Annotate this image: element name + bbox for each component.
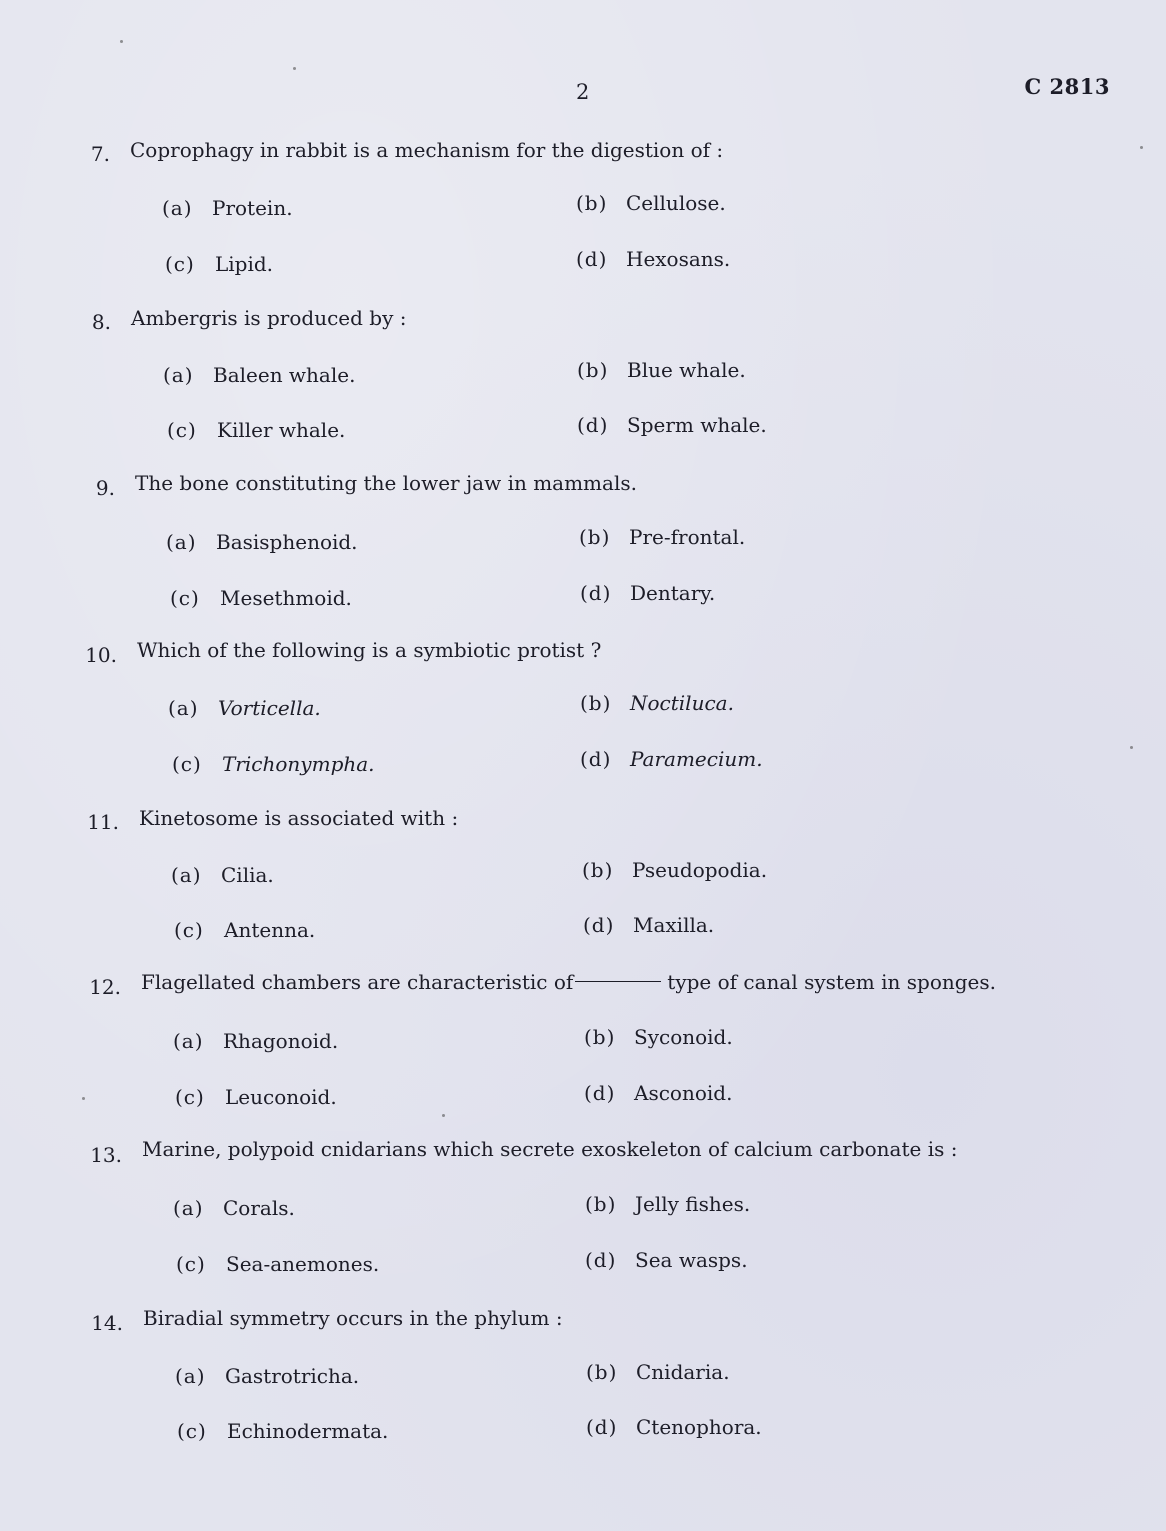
scan-speck <box>120 40 123 43</box>
option-a <box>173 1029 338 1053</box>
option-text: Antenna. <box>224 918 316 942</box>
option-label: (a) <box>163 363 194 387</box>
option-a <box>168 696 321 720</box>
option-label: (d) <box>583 913 615 937</box>
option-c <box>170 586 352 610</box>
option-d <box>580 747 763 771</box>
option-b <box>586 1360 730 1384</box>
option-b <box>576 191 726 215</box>
option-d <box>583 913 714 937</box>
fill-in-blank-line <box>575 981 661 982</box>
question-text-before-blank: Flagellated chambers are characteristic of <box>141 970 574 994</box>
question-text: Marine, polypoid cnidarians which secrete exoskeleton of calcium carbonate is : <box>142 1137 958 1161</box>
option-label: (a) <box>173 1196 204 1220</box>
question-14 <box>0 1305 1166 1475</box>
option-d <box>580 581 715 605</box>
question-number: 14. <box>91 1311 123 1335</box>
option-text: Baleen whale. <box>213 363 356 387</box>
option-text: Corals. <box>223 1196 295 1220</box>
option-text: Noctiluca. <box>630 691 734 715</box>
option-label: (a) <box>168 696 199 720</box>
option-label: (b) <box>579 525 611 549</box>
question-number: 11. <box>87 810 119 834</box>
question-text: Kinetosome is associated with : <box>139 806 459 830</box>
option-label: (b) <box>577 358 609 382</box>
option-text: Cellulose. <box>626 191 726 215</box>
option-label: (a) <box>162 196 193 220</box>
option-text: Lipid. <box>215 252 274 276</box>
option-c <box>165 252 273 276</box>
question-8 <box>0 304 1166 474</box>
option-b <box>579 525 745 549</box>
option-d <box>576 247 730 271</box>
option-d <box>577 413 767 437</box>
option-text: Vorticella. <box>218 696 321 720</box>
option-c <box>175 1085 337 1109</box>
question-number: 9. <box>95 476 115 500</box>
question-12 <box>0 969 1166 1139</box>
option-a <box>175 1364 359 1388</box>
option-text: Sperm whale. <box>627 413 767 437</box>
question-number: 8. <box>91 310 111 334</box>
option-label: (a) <box>173 1029 204 1053</box>
option-text: Maxilla. <box>633 913 715 937</box>
option-label: (c) <box>175 1085 205 1109</box>
option-text: Sea wasps. <box>635 1248 748 1272</box>
question-text: Ambergris is produced by : <box>131 306 407 330</box>
option-b <box>582 858 767 882</box>
option-text: Jelly fishes. <box>635 1192 751 1216</box>
option-text: Basisphenoid. <box>216 530 358 554</box>
option-label: (d) <box>586 1415 618 1439</box>
option-text: Asconoid. <box>634 1081 733 1105</box>
option-label: (c) <box>170 586 200 610</box>
option-label: (b) <box>582 858 614 882</box>
option-label: (c) <box>167 418 197 442</box>
option-b <box>584 1025 733 1049</box>
option-label: (d) <box>580 747 612 771</box>
option-text: Blue whale. <box>627 358 746 382</box>
option-label: (d) <box>576 247 608 271</box>
option-text: Leuconoid. <box>225 1085 337 1109</box>
option-label: (a) <box>175 1364 206 1388</box>
option-label: (b) <box>576 191 608 215</box>
option-label: (d) <box>585 1248 617 1272</box>
question-13 <box>0 1137 1166 1307</box>
option-b <box>580 691 734 715</box>
option-text: Protein. <box>212 196 293 220</box>
question-text-after-blank: type of canal system in sponges. <box>667 970 997 994</box>
option-text: Sea-anemones. <box>226 1252 380 1276</box>
option-text: Echinodermata. <box>227 1419 389 1443</box>
scan-speck <box>293 67 296 70</box>
scan-speck <box>1130 746 1133 749</box>
question-11 <box>0 804 1166 974</box>
question-7 <box>0 136 1166 306</box>
option-text: Mesethmoid. <box>220 586 352 610</box>
option-label: (c) <box>174 918 204 942</box>
option-b <box>585 1192 750 1216</box>
option-c <box>176 1252 379 1276</box>
scan-speck <box>442 1114 445 1117</box>
question-text <box>141 970 996 994</box>
option-c <box>177 1419 388 1443</box>
option-text: Syconoid. <box>634 1025 733 1049</box>
option-text: Hexosans. <box>626 247 731 271</box>
option-text: Pre-frontal. <box>629 525 746 549</box>
option-text: Cnidaria. <box>636 1360 730 1384</box>
option-text: Ctenophora. <box>636 1415 762 1439</box>
scan-speck <box>82 1097 85 1100</box>
option-label: (d) <box>584 1081 616 1105</box>
option-label: (b) <box>585 1192 617 1216</box>
option-d <box>585 1248 748 1272</box>
option-a <box>173 1196 295 1220</box>
option-text: Rhagonoid. <box>223 1029 339 1053</box>
option-text: Pseudopodia. <box>632 858 768 882</box>
question-number: 13. <box>90 1143 122 1167</box>
option-label: (b) <box>580 691 612 715</box>
option-text: Cilia. <box>221 863 274 887</box>
question-9 <box>0 470 1166 640</box>
option-label: (d) <box>577 413 609 437</box>
question-text: Which of the following is a symbiotic protist ? <box>137 638 602 662</box>
option-label: (c) <box>172 752 202 776</box>
option-b <box>577 358 746 382</box>
option-text: Gastrotricha. <box>225 1364 360 1388</box>
option-text: Paramecium. <box>630 747 763 771</box>
option-c <box>174 918 315 942</box>
paper-code: C 2813 <box>1024 74 1110 99</box>
option-c <box>172 752 375 776</box>
option-label: (c) <box>165 252 195 276</box>
question-text: Coprophagy in rabbit is a mechanism for the digestion of : <box>130 138 724 162</box>
question-text: Biradial symmetry occurs in the phylum : <box>143 1306 563 1330</box>
option-text: Trichonympha. <box>222 752 375 776</box>
option-label: (c) <box>176 1252 206 1276</box>
page-number: 2 <box>576 80 590 104</box>
option-label: (c) <box>177 1419 207 1443</box>
option-a <box>162 196 293 220</box>
option-d <box>584 1081 732 1105</box>
option-label: (a) <box>166 530 197 554</box>
scan-speck <box>1140 146 1143 149</box>
option-label: (d) <box>580 581 612 605</box>
question-number: 12. <box>89 975 121 999</box>
option-label: (b) <box>586 1360 618 1384</box>
option-a <box>171 863 274 887</box>
option-a <box>163 363 355 387</box>
option-label: (a) <box>171 863 202 887</box>
option-label: (b) <box>584 1025 616 1049</box>
option-a <box>166 530 358 554</box>
option-text: Dentary. <box>630 581 716 605</box>
question-number: 7. <box>90 142 110 166</box>
option-d <box>586 1415 762 1439</box>
question-text: The bone constituting the lower jaw in mammals. <box>135 471 637 495</box>
question-10 <box>0 637 1166 807</box>
option-text: Killer whale. <box>217 418 346 442</box>
question-number: 10. <box>85 643 117 667</box>
option-c <box>167 418 345 442</box>
